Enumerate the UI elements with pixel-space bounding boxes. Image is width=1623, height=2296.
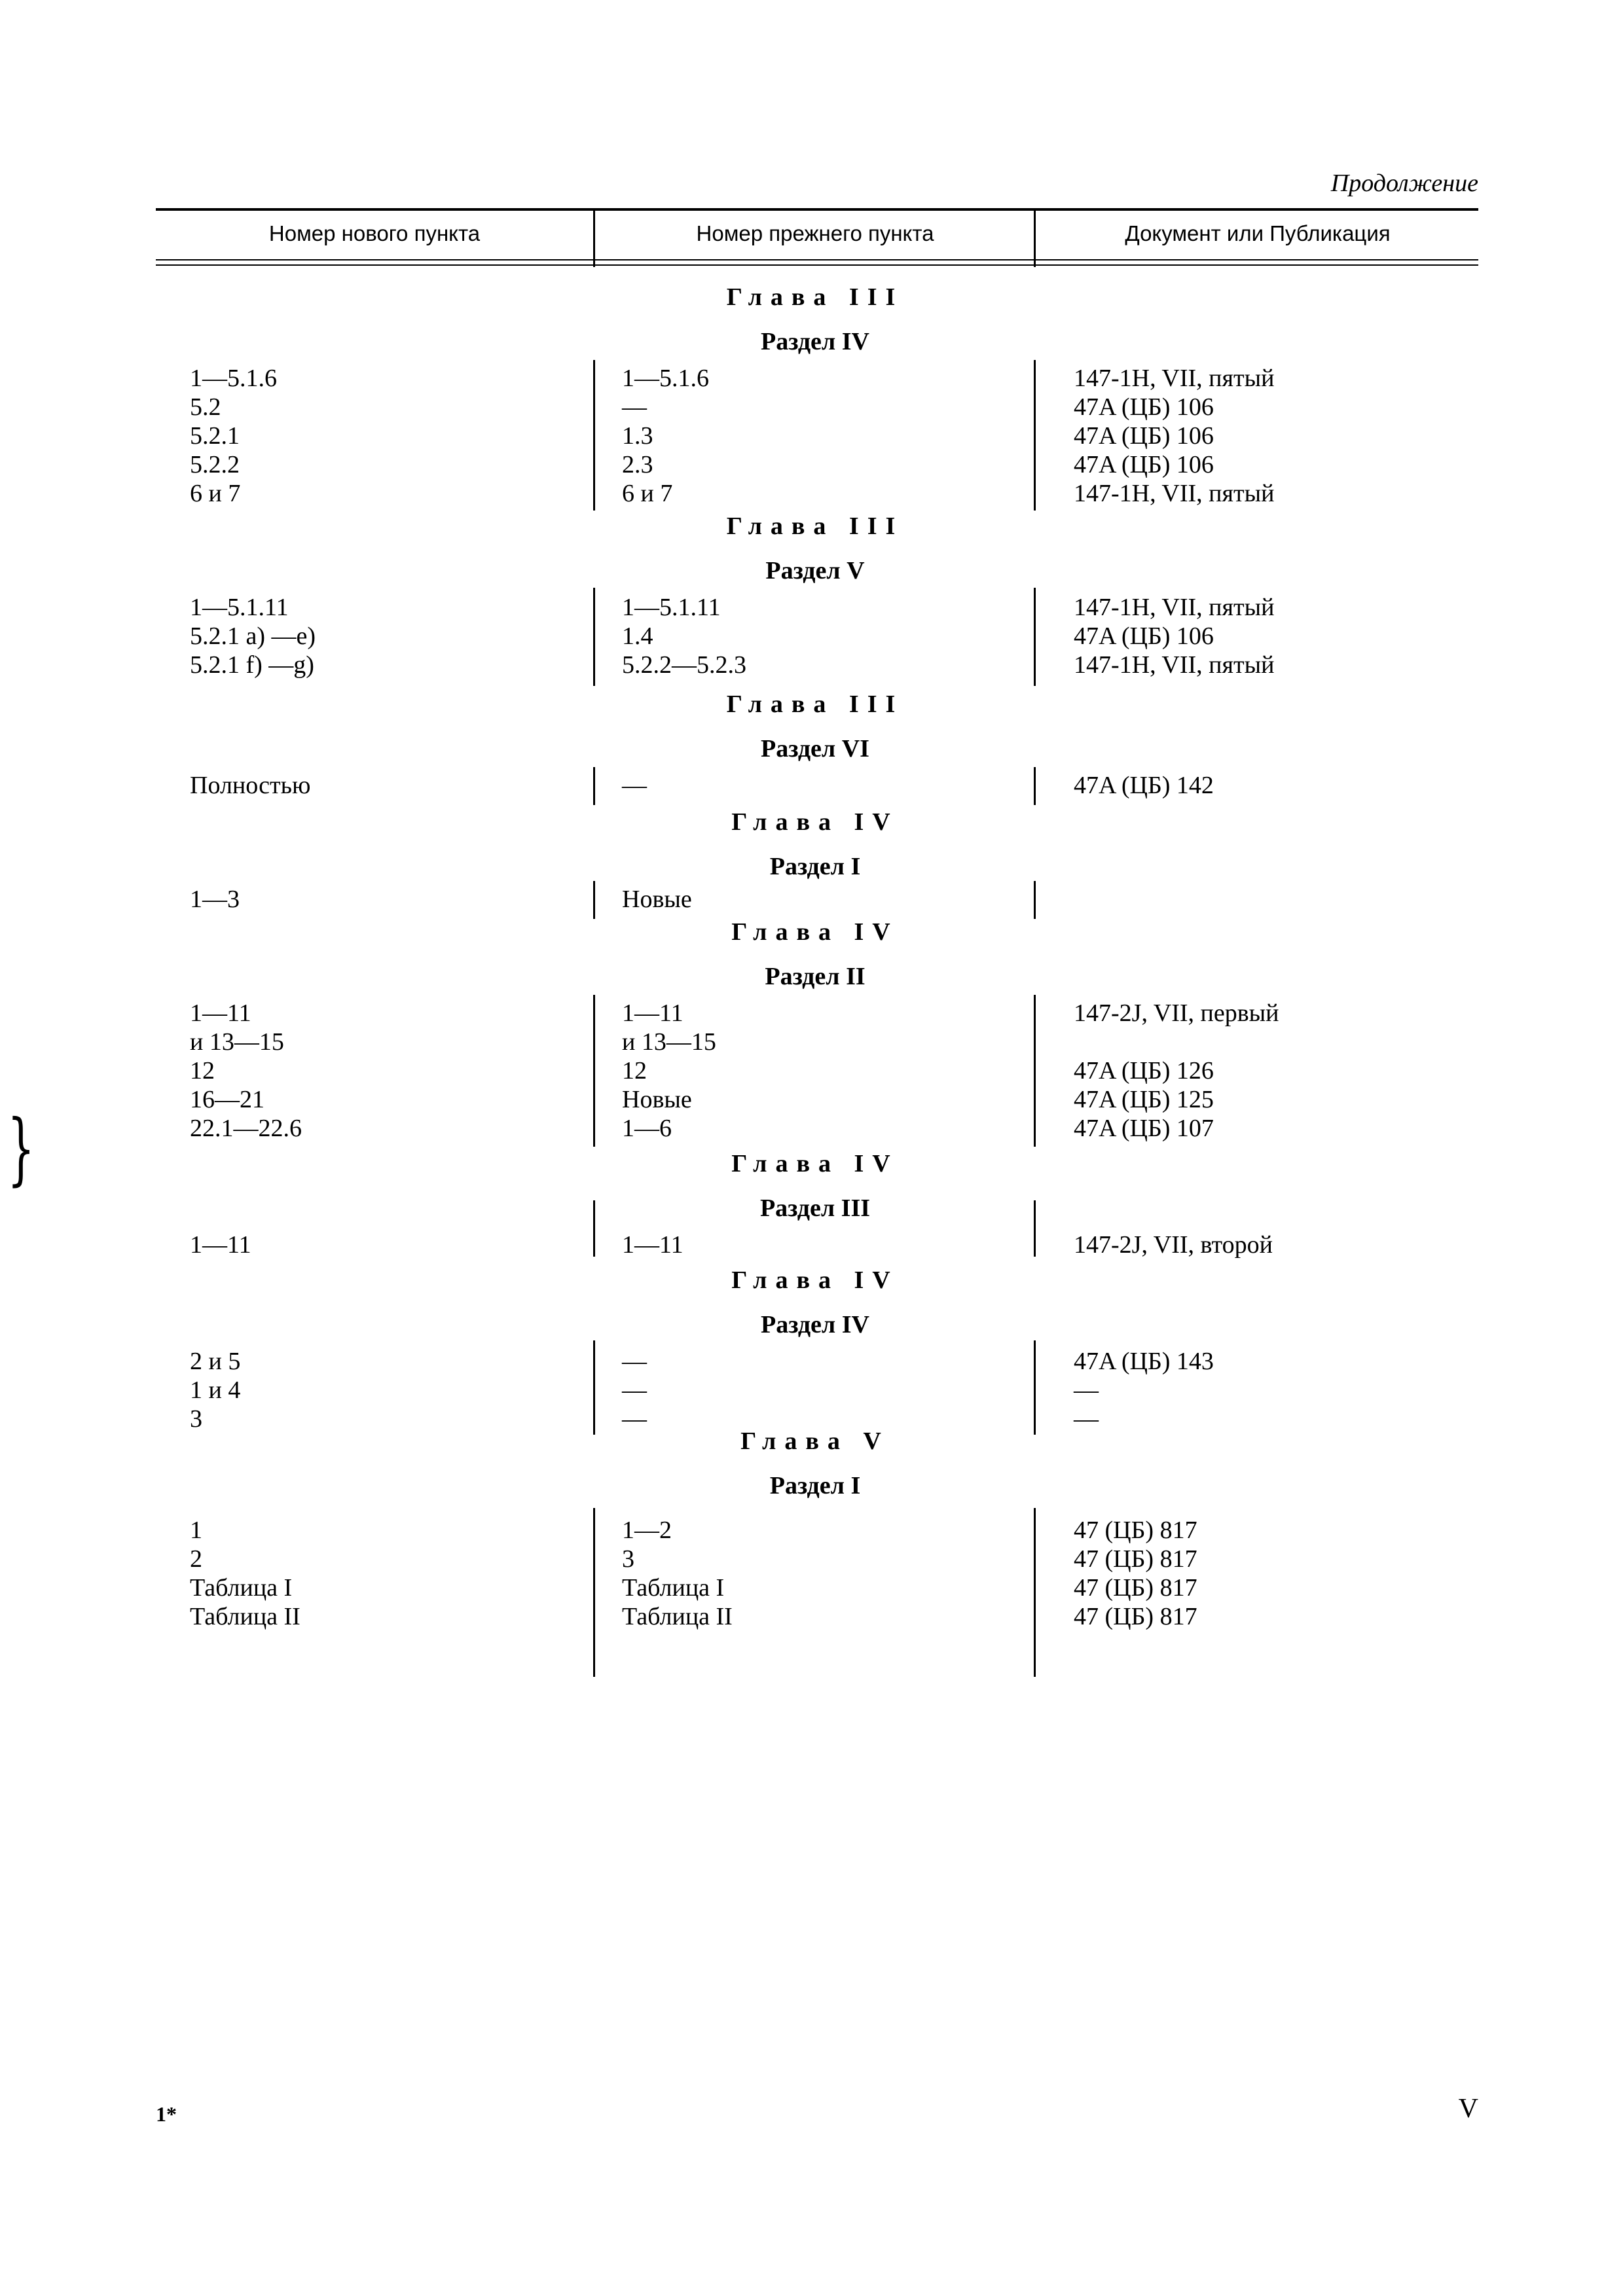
chapter-heading: Глава IV — [731, 1150, 899, 1177]
cell-document: 47A (ЦБ) 143 — [1074, 1348, 1214, 1375]
column-divider — [1034, 767, 1036, 805]
column-divider — [593, 360, 595, 511]
column-divider — [1034, 1340, 1036, 1435]
cell-new-item: 1 — [190, 1516, 202, 1544]
cell-new-item: 1—5.1.11 — [190, 594, 289, 621]
cell-old-item: 1—5.1.11 — [622, 594, 721, 621]
cell-new-item: 5.2 — [190, 393, 221, 421]
cell-document: 47A (ЦБ) 142 — [1074, 772, 1214, 799]
chapter-heading: Глава IV — [731, 918, 899, 946]
cell-old-item: 1.4 — [622, 622, 653, 650]
cell-document: 147-2J, VII, первый — [1074, 999, 1279, 1027]
section-heading: Раздел V — [765, 557, 865, 584]
cell-old-item: 6 и 7 — [622, 480, 673, 507]
cell-document: 47A (ЦБ) 126 — [1074, 1057, 1214, 1085]
column-header-old-item: Номер прежнего пункта — [696, 221, 934, 245]
cell-old-item: 1—11 — [622, 1231, 684, 1259]
section-heading: Раздел I — [769, 1472, 861, 1499]
cell-old-item: — — [622, 772, 647, 799]
section-heading: Раздел VI — [761, 735, 869, 762]
cell-new-item: 5.2.1 — [190, 422, 240, 450]
cell-old-item: 2.3 — [622, 451, 653, 478]
cell-old-item: и 13—15 — [622, 1028, 716, 1056]
cell-new-item: 12 — [190, 1057, 215, 1085]
cell-new-item: 2 и 5 — [190, 1348, 241, 1375]
section-heading: Раздел III — [759, 1194, 871, 1222]
cell-new-item: 5.2.1 f) —g) — [190, 651, 314, 679]
cell-document: — — [1074, 1376, 1099, 1404]
column-divider — [1034, 360, 1036, 511]
cell-document: 47A (ЦБ) 106 — [1074, 622, 1214, 650]
continuation-label: Продолжение — [1330, 170, 1478, 197]
cell-document: 47A (ЦБ) 106 — [1074, 422, 1214, 450]
column-divider — [1034, 881, 1036, 919]
cell-new-item: 16—21 — [190, 1086, 264, 1113]
cell-document: 147-1H, VII, пятый — [1074, 480, 1275, 507]
column-header-new-item: Номер нового пункта — [268, 221, 481, 245]
column-header-document: Документ или Публикация — [1125, 221, 1391, 245]
cell-new-item: Таблица II — [190, 1603, 301, 1630]
cell-old-item: — — [622, 393, 647, 421]
cell-new-item: 6 и 7 — [190, 480, 241, 507]
chapter-heading: Глава III — [726, 691, 904, 718]
cell-old-item: Новые — [622, 1086, 692, 1113]
section-heading: Раздел I — [769, 853, 861, 880]
chapter-heading: Глава III — [726, 512, 904, 540]
cell-old-item: 1—2 — [622, 1516, 672, 1544]
margin-brace: } — [7, 1103, 35, 1194]
column-divider — [593, 995, 595, 1147]
column-divider — [1034, 995, 1036, 1147]
section-heading: Раздел IV — [761, 328, 869, 355]
chapter-heading: Глава IV — [731, 1266, 899, 1294]
cell-new-item: 5.2.1 a) —e) — [190, 622, 316, 650]
cell-old-item: Таблица II — [622, 1603, 733, 1630]
cell-new-item: и 13—15 — [190, 1028, 284, 1056]
cell-document: 47 (ЦБ) 817 — [1074, 1545, 1197, 1573]
column-divider — [593, 588, 595, 686]
column-divider — [593, 1340, 595, 1435]
header-bottom-rule — [156, 259, 1478, 266]
footnote-mark: 1* — [156, 2102, 177, 2126]
cell-document: 47A (ЦБ) 106 — [1074, 451, 1214, 478]
section-heading: Раздел II — [765, 963, 866, 990]
cell-document: 47 (ЦБ) 817 — [1074, 1603, 1197, 1630]
header-top-rule — [156, 208, 1478, 211]
cell-old-item: 1—5.1.6 — [622, 365, 709, 392]
cell-old-item: 1.3 — [622, 422, 653, 450]
cell-document: — — [1074, 1405, 1099, 1433]
cell-new-item: Полностью — [190, 772, 311, 799]
cell-new-item: 1 и 4 — [190, 1376, 241, 1404]
cell-new-item: 2 — [190, 1545, 202, 1573]
cell-document: 147-2J, VII, второй — [1074, 1231, 1273, 1259]
cell-document: 147-1H, VII, пятый — [1074, 651, 1275, 679]
column-divider — [1034, 1508, 1036, 1677]
cell-document: 147-1H, VII, пятый — [1074, 594, 1275, 621]
column-divider — [1034, 1200, 1036, 1257]
cell-document: 47A (ЦБ) 107 — [1074, 1115, 1214, 1142]
cell-document: 47 (ЦБ) 817 — [1074, 1574, 1197, 1602]
cell-new-item: 1—5.1.6 — [190, 365, 277, 392]
cell-new-item: 5.2.2 — [190, 451, 240, 478]
cell-old-item: 5.2.2—5.2.3 — [622, 651, 746, 679]
page-number: V — [1458, 2094, 1478, 2124]
column-divider — [593, 767, 595, 805]
chapter-heading: Глава V — [740, 1427, 890, 1455]
cell-old-item: — — [622, 1348, 647, 1375]
column-divider — [593, 1200, 595, 1257]
cell-old-item: 3 — [622, 1545, 634, 1573]
column-divider — [1034, 588, 1036, 686]
cell-document: 47A (ЦБ) 125 — [1074, 1086, 1214, 1113]
cell-new-item: 1—3 — [190, 886, 240, 913]
cell-new-item: 1—11 — [190, 1231, 251, 1259]
cell-old-item: — — [622, 1405, 647, 1433]
cell-old-item: 1—11 — [622, 999, 684, 1027]
cell-document: 47 (ЦБ) 817 — [1074, 1516, 1197, 1544]
column-divider — [593, 881, 595, 919]
cell-new-item: 22.1—22.6 — [190, 1115, 302, 1142]
section-heading: Раздел IV — [761, 1311, 869, 1338]
cell-new-item: 3 — [190, 1405, 202, 1433]
column-divider — [593, 1508, 595, 1677]
cell-new-item: 1—11 — [190, 999, 251, 1027]
chapter-heading: Глава III — [726, 283, 904, 311]
cell-old-item: Таблица I — [622, 1574, 725, 1602]
cell-old-item: 12 — [622, 1057, 647, 1085]
cell-new-item: Таблица I — [190, 1574, 293, 1602]
cell-old-item: 1—6 — [622, 1115, 672, 1142]
cell-old-item: — — [622, 1376, 647, 1404]
cell-document: 47A (ЦБ) 106 — [1074, 393, 1214, 421]
cell-old-item: Новые — [622, 886, 692, 913]
cell-document: 147-1H, VII, пятый — [1074, 365, 1275, 392]
chapter-heading: Глава IV — [731, 808, 899, 836]
